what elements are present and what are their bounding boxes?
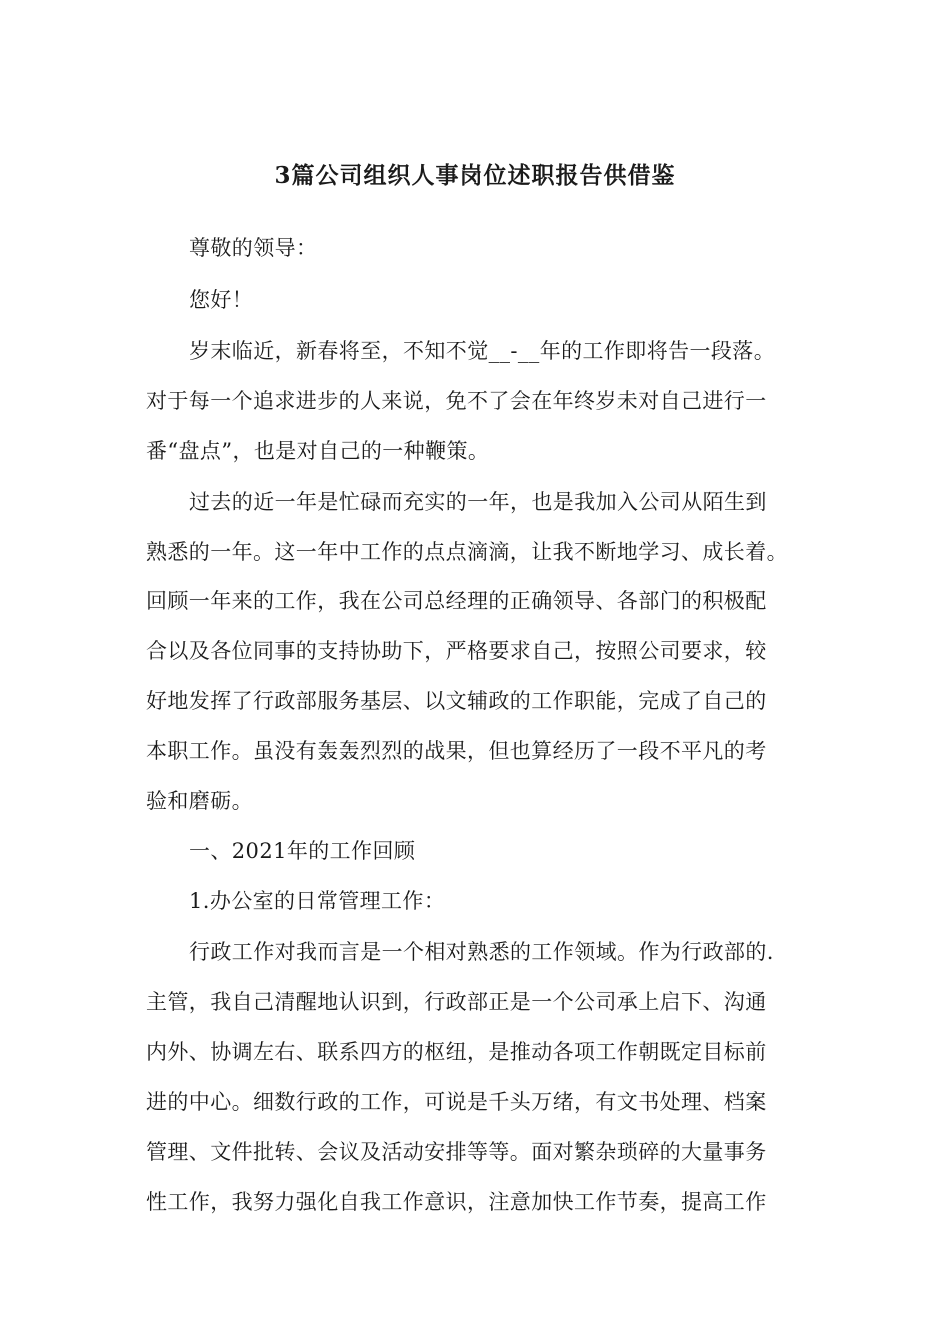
paragraph-line: 好地发挥了行政部服务基层、以文辅政的工作职能，完成了自己的 [146, 689, 767, 713]
paragraph-line: 熟悉的一年。这一年中工作的点点滴滴，让我不断地学习、成长着。 [146, 540, 788, 564]
paragraph-line: 过去的近一年是忙碌而充实的一年，也是我加入公司从陌生到 [189, 490, 767, 514]
paragraph-line: 番“盘点”，也是对自己的一种鞭策。 [146, 439, 490, 463]
document-title: 3篇公司组织人事岗位述职报告供借鉴 [274, 162, 676, 189]
paragraph-line: 岁末临近，新春将至，不知不觉__-__年的工作即将告一段落。 [189, 339, 776, 363]
greeting: 您好！ [189, 288, 254, 312]
paragraph-line: 性工作，我努力强化自我工作意识，注意加快工作节奏，提高工作 [146, 1190, 767, 1214]
paragraph-line: 进的中心。细数行政的工作，可说是千头万绪，有文书处理、档案 [146, 1090, 767, 1114]
section-heading: 一、2021年的工作回顾 [189, 839, 416, 863]
paragraph-line: 行政工作对我而言是一个相对熟悉的工作领域。作为行政部的. [189, 940, 774, 964]
paragraph-line: 主管，我自己清醒地认识到，行政部正是一个公司承上启下、沟通 [146, 990, 767, 1014]
paragraph-line: 本职工作。虽没有轰轰烈烈的战果，但也算经历了一段不平凡的考 [146, 739, 767, 763]
paragraph-line: 管理、文件批转、会议及活动安排等等。面对繁杂琐碎的大量事务 [146, 1140, 767, 1164]
paragraph-line: 内外、协调左右、联系四方的枢纽，是推动各项工作朝既定目标前 [146, 1040, 767, 1064]
paragraph-line: 回顾一年来的工作，我在公司总经理的正确领导、各部门的积极配 [146, 589, 767, 613]
subsection-heading: 1.办公室的日常管理工作： [189, 889, 446, 913]
salutation: 尊敬的领导： [189, 236, 318, 260]
paragraph-line: 合以及各位同事的支持协助下，严格要求自己，按照公司要求，较 [146, 639, 767, 663]
paragraph-line: 对于每一个追求进步的人来说，免不了会在年终岁未对自己进行一 [146, 389, 767, 413]
paragraph-line: 验和磨砺。 [146, 789, 253, 813]
